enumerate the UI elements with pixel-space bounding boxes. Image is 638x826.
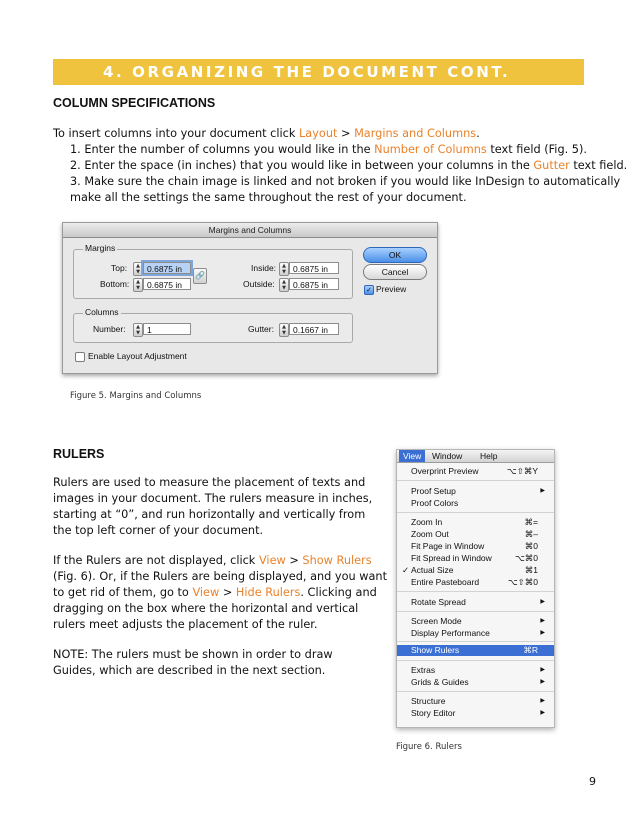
menu-item-overprint-preview[interactable] (397, 466, 554, 476)
menu-item-label: Grids & Guides (411, 677, 469, 687)
step-3-line-1: 3. Make sure the chain image is linked and not broken if you would like InDesign to automatically (70, 175, 621, 188)
p2-pre: If the Rulers are not displayed, click (53, 554, 259, 567)
rulers-p2-line-3 (53, 585, 377, 601)
menu-separator (397, 480, 554, 481)
note-line-2: Guides, which are described in the next section. (53, 664, 326, 677)
bottom-field[interactable]: 0.6875 in (143, 278, 191, 290)
menu-item-label: Structure (411, 696, 446, 706)
checkmark-icon: ✓ (402, 565, 410, 575)
menu-bar (397, 450, 554, 463)
dialog-title: Margins and Columns (63, 223, 437, 238)
menu-item-entire-pasteboard[interactable] (397, 577, 554, 587)
p2-l3-post: . Clicking and (300, 586, 377, 599)
submenu-arrow-icon: ▶ (540, 667, 545, 673)
rulers-p2-line-4: dragging on the box where the horizontal and vertical (53, 602, 359, 615)
view-link-2: View (192, 586, 220, 599)
rulers-p1-line-3: starting at “0”, and run horizontally and vertically from (53, 508, 366, 521)
menu-item-label: Story Editor (411, 708, 456, 718)
menu-item-structure[interactable] (397, 696, 554, 706)
margins-columns-link: Margins and Columns (354, 127, 477, 140)
figure-5-caption: Figure 5. Margins and Columns (70, 391, 202, 401)
gutter-field[interactable]: 0.1667 in (289, 323, 339, 335)
menu-item-show-rulers[interactable] (397, 645, 554, 656)
ok-button[interactable]: OK (363, 247, 427, 263)
menu-separator (397, 691, 554, 692)
menu-item-label: Zoom In (411, 517, 443, 527)
menu-item-shortcut: ⌘R (523, 645, 538, 655)
cancel-button[interactable]: Cancel (363, 264, 427, 280)
rulers-p1-line-1: Rulers are used to measure the placement of texts and (53, 476, 366, 489)
menu-separator (397, 660, 554, 661)
menu-item-label: Actual Size (411, 565, 454, 575)
gutter-label: Gutter: (248, 324, 274, 334)
rulers-p2-line-5: rulers meet adjusts the placement of the ruler. (53, 618, 318, 631)
chain-link-icon[interactable]: 🔗 (193, 268, 207, 284)
rulers-p1-line-2: images in your document. The rulers measure in inches, (53, 492, 373, 505)
note-line-1: NOTE: The rulers must be shown in order to draw (53, 648, 333, 661)
step1-post: text field (Fig. 5). (486, 143, 587, 156)
bottom-label: Bottom: (100, 279, 130, 289)
p2-l3-pre: to get rid of them, go to (53, 586, 193, 599)
menubar-window[interactable]: Window (432, 451, 463, 461)
menu-item-label: Fit Page in Window (411, 541, 485, 551)
menu-item-shortcut: ⌘0 (524, 541, 538, 551)
menu-item-shortcut: ⌥⇧⌘Y (506, 466, 538, 476)
menu-item-fit-spread[interactable] (397, 553, 554, 563)
show-rulers-link: Show Rulers (302, 554, 372, 567)
menu-item-label: Display Performance (411, 628, 490, 638)
outside-field[interactable]: 0.6875 in (289, 278, 339, 290)
step-3-line-2: make all the settings the same throughout the rest of your document. (70, 191, 467, 204)
number-stepper[interactable]: ▲ ▼ (133, 323, 143, 337)
menu-item-label: Show Rulers (411, 645, 460, 655)
rulers-p1-line-4: the top left corner of your document. (53, 524, 264, 537)
intro-pre: To insert columns into your document click (53, 127, 299, 140)
top-label: Top: (111, 263, 128, 273)
menu-item-zoom-in[interactable] (397, 517, 554, 527)
view-link: View (258, 554, 286, 567)
submenu-arrow-icon: ▶ (540, 679, 545, 685)
layout-link: Layout (299, 127, 338, 140)
margins-columns-dialog (62, 222, 438, 374)
banner-title: 4. ORGANIZING THE DOCUMENT CONT. (103, 63, 511, 81)
gutter-stepper[interactable]: ▲ ▼ (279, 323, 289, 337)
step1-pre: 1. Enter the number of columns you would like in the (70, 143, 375, 156)
top-field[interactable]: 0.6875 in (143, 262, 191, 274)
number-label: Number: (93, 324, 126, 334)
menu-item-label: Entire Pasteboard (411, 577, 480, 587)
rulers-p2-line-1 (53, 553, 372, 569)
enable-layout-adjustment-label: Enable Layout Adjustment (88, 351, 187, 361)
view-menu-screenshot (396, 449, 555, 728)
preview-label: Preview (376, 284, 407, 294)
gutter-link: Gutter (533, 159, 570, 172)
hide-rulers-link: Hide Rulers (235, 586, 301, 599)
preview-checkbox[interactable]: ✓ (364, 285, 374, 295)
number-of-columns-field[interactable]: 1 (143, 323, 191, 335)
submenu-arrow-icon: ▶ (540, 710, 545, 716)
menu-item-proof-setup[interactable] (397, 486, 554, 496)
step-2 (70, 158, 627, 174)
section-banner (53, 59, 584, 85)
menu-item-label: Zoom Out (411, 529, 449, 539)
figure-6-caption: Figure 6. Rulers (396, 742, 462, 752)
menu-item-grids-guides[interactable] (397, 677, 554, 687)
menu-item-fit-page[interactable] (397, 541, 554, 551)
step-1 (70, 142, 587, 158)
step2-post: text field. (569, 159, 628, 172)
inside-stepper[interactable]: ▲ ▼ (279, 262, 289, 276)
menu-item-label: Extras (411, 665, 436, 675)
page-number: 9 (589, 775, 596, 788)
menu-item-label: Proof Setup (411, 486, 456, 496)
submenu-arrow-icon: ▶ (540, 630, 545, 636)
menu-item-label: Rotate Spread (411, 597, 466, 607)
menubar-view[interactable]: View (399, 450, 425, 462)
rulers-heading: RULERS (53, 447, 105, 461)
menu-item-label: Proof Colors (411, 498, 459, 508)
submenu-arrow-icon: ▶ (540, 698, 545, 704)
p2-gt2: > (219, 586, 236, 599)
menu-item-shortcut: ⌥⇧⌘0 (507, 577, 538, 587)
enable-layout-adjustment-checkbox[interactable] (75, 352, 85, 362)
menu-item-label: Fit Spread in Window (411, 553, 492, 563)
rulers-p2-line-2: (Fig. 6). Or, if the Rulers are being displayed, and you want (53, 570, 388, 583)
menu-item-shortcut: ⌘= (524, 517, 538, 527)
menu-item-actual-size[interactable] (397, 565, 554, 575)
menubar-help[interactable]: Help (480, 451, 498, 461)
step2-pre: 2. Enter the space (in inches) that you would like in between your columns in the (70, 159, 534, 172)
menu-item-zoom-out[interactable] (397, 529, 554, 539)
outside-stepper[interactable]: ▲ ▼ (279, 278, 289, 292)
intro-line (53, 126, 480, 142)
intro-end: . (476, 127, 480, 140)
menu-item-label: Screen Mode (411, 616, 462, 626)
menu-item-display-performance[interactable] (397, 628, 554, 638)
menu-item-story-editor[interactable] (397, 708, 554, 718)
menu-item-extras[interactable] (397, 665, 554, 675)
menu-separator (397, 611, 554, 612)
menu-separator (397, 641, 554, 642)
number-of-columns-link: Number of Columns (374, 143, 487, 156)
menu-item-rotate-spread[interactable] (397, 597, 554, 607)
columns-group-label: Columns (85, 307, 119, 317)
menu-separator (397, 512, 554, 513)
menu-item-label: Overprint Preview (411, 466, 479, 476)
inside-field[interactable]: 0.6875 in (289, 262, 339, 274)
menu-separator (397, 591, 554, 592)
submenu-arrow-icon: ▶ (540, 618, 545, 624)
column-specifications-heading: COLUMN SPECIFICATIONS (53, 96, 216, 110)
menu-item-shortcut: ⌘– (524, 529, 538, 539)
submenu-arrow-icon: ▶ (540, 488, 545, 494)
outside-label: Outside: (243, 279, 275, 289)
submenu-arrow-icon: ▶ (540, 599, 545, 605)
menu-item-shortcut: ⌥⌘0 (514, 553, 538, 563)
menu-item-proof-colors[interactable] (397, 498, 554, 508)
inside-label: Inside: (251, 263, 277, 273)
bottom-stepper[interactable]: ▲ ▼ (133, 278, 143, 292)
menu-item-shortcut: ⌘1 (524, 565, 538, 575)
top-stepper[interactable]: ▲ ▼ (133, 262, 143, 276)
menu-item-screen-mode[interactable] (397, 616, 554, 626)
intro-gt: > (337, 127, 355, 140)
p2-gt: > (285, 554, 303, 567)
margins-group-label: Margins (85, 243, 116, 253)
